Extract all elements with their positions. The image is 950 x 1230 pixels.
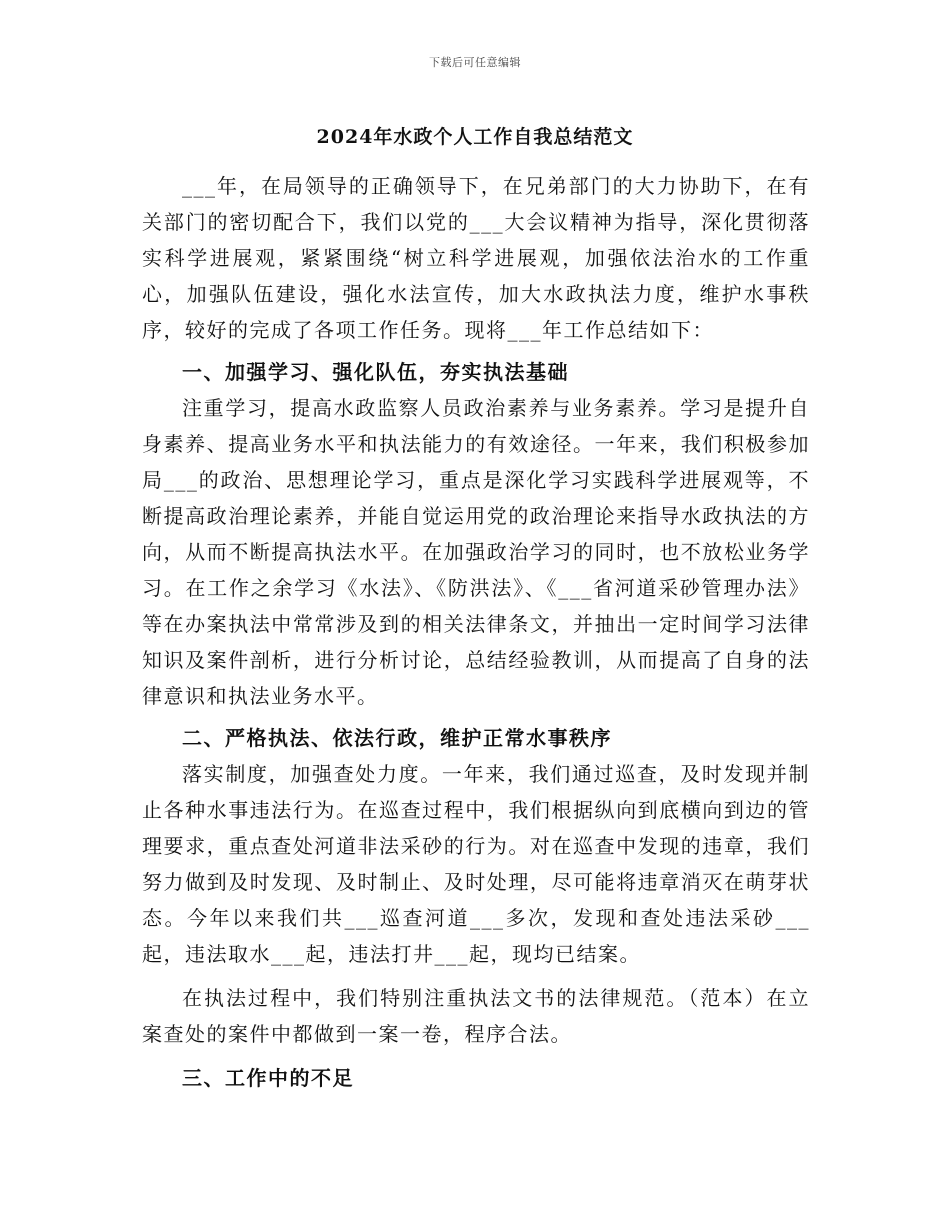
section-2-paragraph-2: 在执法过程中，我们特别注重执法文书的法律规范。（范本）在立案查处的案件中都做到一案一卷，程序合法。	[142, 986, 810, 1046]
section-1-paragraph: 注重学习，提高水政监察人员政治素养与业务素养。学习是提升自身素养、提高业务水平和执法能力的有效途径。一年来，我们积极参加局___的政治、思想理论学习，重点是深化学习实践科学进展观等，不断提高政治理论素养，并能自觉运用党的政治理论来指导水政执法的方向，从而不断提高执法水平。在加强政治学习的同时，也不放松业务学习。在工作之余学习《水法》、《防洪法》、《___省河道采砂管理办法》等在办案执法中常常涉及到的相关法律条文，并抽出一定时间学习法律知识及案件剖析，进行分析讨论，总结经验教训，从而提高了自身的法律意识和执法业务水平。	[142, 396, 810, 708]
section-2-heading: 二、严格执法、依法行政，维护正常水事秩序	[182, 726, 612, 750]
document-body	[142, 168, 810, 1096]
section-3-heading: 三、工作中的不足	[182, 1066, 354, 1090]
section-1-heading: 一、加强学习、强化队伍，夯实执法基础	[182, 360, 569, 384]
section-2-paragraph-1: 落实制度，加强查处力度。一年来，我们通过巡查，及时发现并制止各种水事违法行为。在巡查过程中，我们根据纵向到底横向到边的管理要求，重点查处河道非法采砂的行为。对在巡查中发现的违章，我们努力做到及时发现、及时制止、及时处理，尽可能将违章消灭在萌芽状态。今年以来我们共___巡查河道___多次，发现和查处违法采砂___起，违法取水___起，违法打井___起，现均已结案。	[142, 762, 810, 966]
intro-paragraph: ___年，在局领导的正确领导下，在兄弟部门的大力协助下，在有关部门的密切配合下，我们以党的___大会议精神为指导，深化贯彻落实科学进展观，紧紧围绕“树立科学进展观，加强依法治水的工作重心，加强队伍建设，强化水法宣传，加大水政执法力度，维护水事秩序，较好的完成了各项工作任务。现将___年工作总结如下：	[142, 174, 810, 342]
header-note: 下载后可任意编辑	[429, 56, 521, 69]
document-title: 2024年水政个人工作自我总结范文	[316, 126, 634, 148]
